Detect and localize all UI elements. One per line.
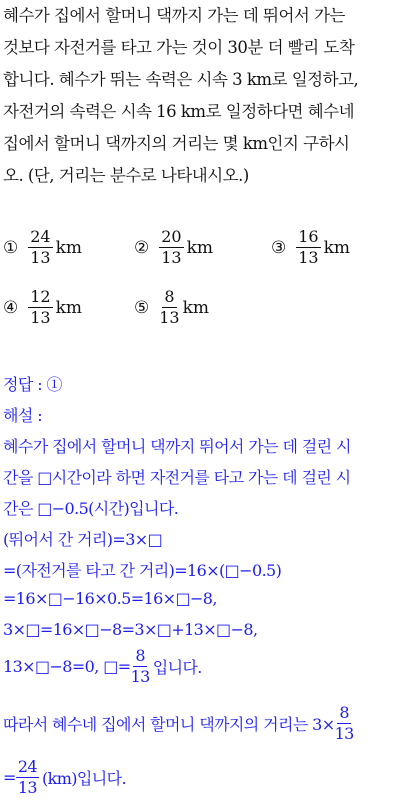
unit: km (323, 237, 351, 258)
denominator: 13 (159, 308, 180, 327)
option-1[interactable] (3, 228, 82, 267)
solution-line: 간을 □시간이라 하면 자전거를 타고 가는 데 걸린 시 (3, 468, 351, 487)
numerator: 24 (17, 757, 37, 776)
numerator: 16 (298, 227, 319, 246)
option-4[interactable] (3, 288, 82, 327)
answer-line: 정답 : ① (3, 375, 62, 394)
option-5[interactable] (134, 288, 209, 327)
solution-line (3, 647, 202, 686)
unit: km (182, 297, 210, 318)
solution-line: =(자전거를 타고 간 거리)=16×(□−0.5) (3, 561, 282, 580)
equation-text: (km)입니다. (41, 769, 126, 788)
question-line: 합니다. 혜수가 뛰는 속력은 시속 3 km로 일정하고, (3, 70, 359, 89)
question-line: 것보다 자전거를 타고 가는 것이 30분 더 빨리 도착 (3, 38, 355, 57)
fraction (16, 758, 39, 797)
denominator: 13 (130, 667, 150, 686)
solution-line (3, 704, 357, 743)
denominator: 13 (298, 248, 319, 267)
denominator: 13 (161, 248, 182, 267)
solution-line: 3×□=16×□−8=3×□+13×□−8, (3, 620, 258, 639)
numerator: 20 (161, 227, 182, 246)
fraction (159, 288, 179, 327)
numerator: 8 (339, 703, 349, 722)
question-line: 집에서 할머니 댁까지의 거리는 몇 km인지 구하시 (3, 134, 350, 153)
equation-text: 따라서 혜수네 집에서 할머니 댁까지의 거리는 3× (3, 715, 335, 734)
equation-text: 입니다. (152, 658, 202, 677)
unit: km (55, 297, 83, 318)
equation-text: 13×□−8=0, □= (3, 657, 131, 676)
question-line: 혜수가 집에서 할머니 댁까지 가는 데 뛰어서 가는 (3, 6, 345, 25)
question-line: 자전거의 속력은 시속 16 km로 일정하다면 혜수네 (3, 102, 355, 121)
fraction (28, 288, 52, 327)
unit: km (186, 237, 214, 258)
numerator: 8 (164, 287, 175, 306)
solution-heading: 해설 : (3, 406, 42, 425)
option-2[interactable] (134, 228, 213, 267)
option-number: ⑤ (134, 297, 150, 318)
numerator: 24 (30, 227, 51, 246)
equation-text: = (3, 768, 16, 787)
fraction (159, 228, 183, 267)
option-number: ③ (271, 237, 287, 258)
solution-line: 혜수가 집에서 할머니 댁까지 뛰어서 가는 데 걸린 시 (3, 437, 351, 456)
denominator: 13 (17, 778, 37, 797)
fraction (28, 228, 52, 267)
option-number: ④ (3, 297, 19, 318)
option-3[interactable] (271, 228, 350, 267)
numerator: 12 (30, 287, 51, 306)
denominator: 13 (30, 248, 51, 267)
solution-line: (뛰어서 간 거리)=3×□ (3, 530, 163, 549)
solution-line: =16×□−16×0.5=16×□−8, (3, 589, 217, 608)
denominator: 13 (334, 724, 354, 743)
fraction (296, 228, 320, 267)
question-line: 오. (단, 거리는 분수로 나타내시오.) (3, 166, 249, 185)
denominator: 13 (30, 308, 51, 327)
solution-line: 간은 □−0.5(시간)입니다. (3, 499, 179, 518)
solution-line (3, 758, 126, 797)
numerator: 8 (135, 646, 145, 665)
fraction (335, 704, 354, 743)
option-number: ② (134, 237, 150, 258)
unit: km (55, 237, 83, 258)
option-number: ① (3, 237, 19, 258)
fraction (131, 647, 150, 686)
